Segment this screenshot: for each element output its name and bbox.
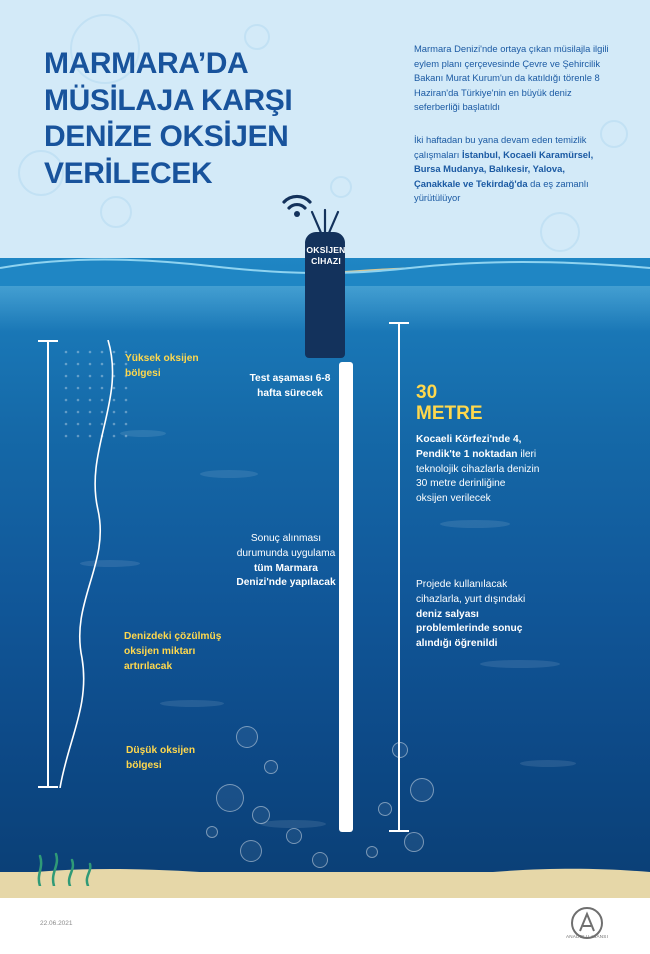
decorative-bubble xyxy=(100,196,132,228)
water-bubble xyxy=(404,832,424,852)
project-text-pre: Projede kullanılacak cihazlarla, yurt dışındaki xyxy=(416,579,526,605)
project-text-bold: deniz salyası problemlerinde sonuç alındığı öğrenildi xyxy=(416,608,523,650)
fish-silhouette xyxy=(520,760,576,767)
water-bubble xyxy=(366,846,378,858)
water-bubble xyxy=(410,778,434,802)
label-high-oxygen: Yüksek oksijen bölgesi xyxy=(125,353,199,379)
intro-paragraph-1: Marmara Denizi'nde ortaya çıkan müsilajla ilgili eylem planı çerçevesinde Çevre ve Şehircilik Bakanı Murat Kurum'un da katıldığı törenle 8 Haziran'da Türkiye'nin en büyük deniz seferberliği başlatıldı xyxy=(414,43,609,113)
intro-p2-cities: İstanbul, Kocaeli Karamürsel, Bursa Mudanya, Balıkesir, Yalova, Çanakkale ve Tekirdağ'da xyxy=(414,148,594,189)
fish-silhouette xyxy=(480,660,560,668)
water-bubble xyxy=(378,802,392,816)
intro-p2-pre: İki haftadan bu yana devam eden temizlik çalışmaları xyxy=(414,134,587,160)
fish-silhouette xyxy=(260,820,326,828)
publication-date: 22.06.2021 xyxy=(40,920,73,927)
label-low-oxygen: Düşük oksijen bölgesi xyxy=(126,745,196,771)
footer-bar xyxy=(0,898,650,954)
water-bubble xyxy=(264,760,278,774)
intro-p2-post: da eş zamanlı yürütülüyor xyxy=(414,177,589,204)
decorative-bubble xyxy=(540,212,580,252)
fish-silhouette xyxy=(200,470,258,478)
depth-tick-top xyxy=(389,322,409,324)
water-bubble xyxy=(236,726,258,748)
depth-tick-bottom xyxy=(389,830,409,832)
depth-description-bold: Kocaeli Körfezi'nde 4, Pendik'te 1 noktadan xyxy=(416,434,522,460)
label-dissolved-oxygen: Denizdeki çözülmüş oksijen miktarı artırılacak xyxy=(124,631,222,672)
fish-silhouette xyxy=(440,520,510,528)
label-result-bold: tüm Marmara Denizi'nde yapılacak xyxy=(236,562,336,589)
depth-description xyxy=(416,433,540,507)
seaweed-icon xyxy=(30,846,120,886)
oxygen-device-label-line1: OKSİJEN xyxy=(306,245,346,255)
oxygen-device-label xyxy=(298,245,354,266)
label-test-phase: Test aşaması 6-8 hafta sürecek xyxy=(249,373,331,399)
water-bubble xyxy=(206,826,218,838)
page-title: MARMARA’DA MÜSİLAJA KARŞI DENİZE OKSİJEN VERİLECEK xyxy=(44,47,293,190)
depth-axis-line xyxy=(398,322,400,832)
oxygen-device-label-line2: CİHAZI xyxy=(311,255,341,266)
depth-description-rest: ileri teknolojik cihazlarla denizin 30 metre derinliğine oksijen verilecek xyxy=(416,448,540,505)
water-bubble xyxy=(392,742,408,758)
oxygen-axis-line xyxy=(47,340,49,788)
fish-silhouette xyxy=(160,700,224,707)
agency-name: ANADOLU AJANSI xyxy=(565,934,609,939)
water-bubble xyxy=(252,806,270,824)
label-result-case xyxy=(235,532,337,591)
intro-paragraph-2 xyxy=(414,133,610,206)
project-description xyxy=(416,578,540,652)
depth-unit: METRE xyxy=(416,402,483,424)
depth-value: 30 xyxy=(416,382,438,403)
water-bubble xyxy=(286,828,302,844)
label-result-pre: Sonuç alınması durumunda uygulama xyxy=(236,533,336,559)
water-bubble xyxy=(216,784,244,812)
oxygen-pipe xyxy=(339,362,353,832)
depth-value-block xyxy=(416,383,556,425)
water-bubble xyxy=(240,840,262,862)
